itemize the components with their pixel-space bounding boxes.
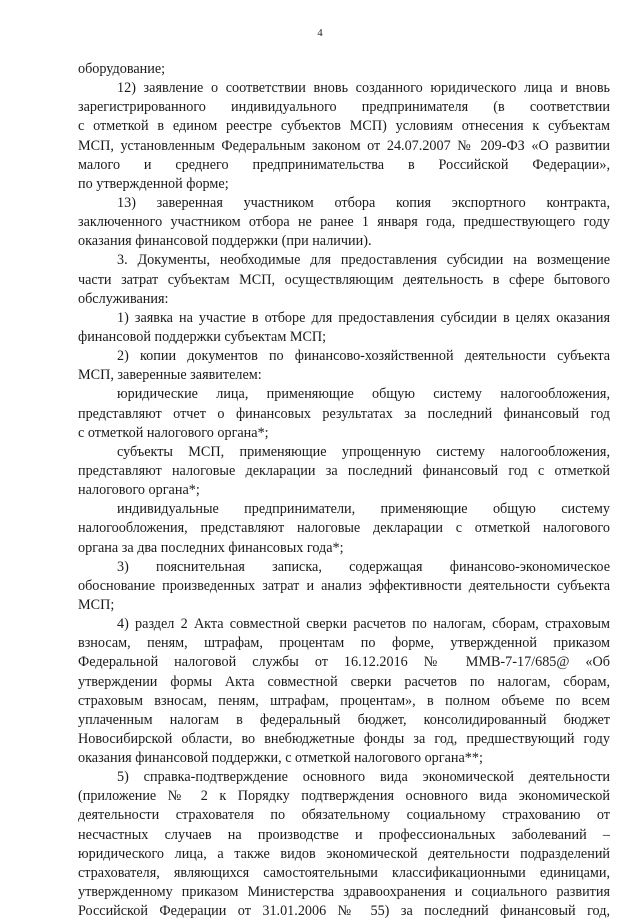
text-line: утверждении формы Акта совместной сверки расчетов по налогам, сборам, [78, 673, 610, 690]
text-line: обслуживания: [78, 290, 169, 307]
text-line: Федеральной налоговой службы от 16.12.2016 № ММВ-7-17/685@ «Об [78, 654, 610, 671]
text-line: юридические лица, применяющие общую систему налогообложения, [117, 386, 610, 403]
text-line: Российской Федерации от 31.01.2006 № 55) за последний финансовый год, [78, 903, 610, 920]
text-line: 1) заявка на участие в отборе для предоставления субсидии в целях оказания [117, 309, 610, 326]
text-line: зарегистрированного индивидуального предпринимателя (в соответствии [78, 99, 610, 116]
text-line: субъекты МСП, применяющие упрощенную систему налогообложения, [117, 443, 610, 460]
text-line: несчастных случаев на производстве и профессиональных заболеваний – [78, 826, 610, 843]
text-line: обоснование произведенных затрат и анализ эффективности деятельности субъекта [78, 577, 610, 594]
text-line: 3. Документы, необходимые для предоставления субсидии на возмещение [117, 252, 610, 269]
text-line: оказания финансовой поддержки (при наличии). [78, 233, 372, 250]
text-line: по утвержденной форме; [78, 175, 229, 192]
text-line: (приложение № 2 к Порядку подтверждения основного вида экономической [78, 788, 610, 805]
text-line: органа за два последних финансовых года*; [78, 539, 344, 556]
text-line: части затрат субъектам МСП, осуществляющим деятельность в сфере бытового [78, 271, 610, 288]
text-line: индивидуальные предприниматели, применяющие общую систему [117, 501, 610, 518]
page-number: 4 [317, 28, 323, 39]
text-line: 5) справка-подтверждение основного вида экономической деятельности [117, 769, 610, 786]
document-body [78, 60, 610, 921]
text-line: представляют отчет о финансовых результатах за последний финансовый год [78, 405, 610, 422]
text-line: МСП, заверенные заявителем: [78, 367, 262, 384]
text-line: взносам, пеням, штрафам, процентам по форме, утвержденной приказом [78, 635, 610, 652]
text-line: страховым взносам, пеням, штрафам, процентам», в полном объеме по всем [78, 692, 610, 709]
text-line: налогообложения, представляют налоговые декларации с отметкой налогового [78, 520, 610, 537]
text-line: деятельности страхователя по обязательному социальному страхованию от [78, 807, 610, 824]
text-line: финансовой поддержки субъектам МСП; [78, 328, 327, 345]
text-line: представляют налоговые декларации за последний финансовый год с отметкой [78, 462, 610, 479]
text-line: утвержденному приказом Министерства здравоохранения и социального развития [78, 884, 610, 901]
text-line: 13) заверенная участником отбора копия экспортного контракта, [117, 194, 610, 211]
text-line: заключенного участником отбора не ранее 1 января года, предшествующего году [78, 214, 610, 231]
text-line: МСП, установленным Федеральным законом от 24.07.2007 № 209-ФЗ «О развитии [78, 137, 610, 154]
text-line: малого и среднего предпринимательства в Российской Федерации», [78, 156, 610, 173]
text-line: уплаченным налогам в федеральный бюджет, консолидированный бюджет [78, 711, 610, 728]
text-line: налогового органа*; [78, 482, 200, 499]
text-line: 12) заявление о соответствии вновь созданного юридического лица и вновь [117, 80, 610, 97]
text-line: оказания финансовой поддержки, с отметкой налогового органа**; [78, 750, 483, 767]
text-line: с отметкой налогового органа*; [78, 424, 269, 441]
text-line: 3) пояснительная записка, содержащая финансово-экономическое [117, 558, 610, 575]
text-line: с отметкой в едином реестре субъектов МСП) условиям отнесения к субъектам [78, 118, 610, 135]
text-line: 4) раздел 2 Акта совместной сверки расчетов по налогам, сборам, страховым [117, 616, 610, 633]
text-line: 2) копии документов по финансово-хозяйственной деятельности субъекта [117, 348, 610, 365]
text-line: юридического лица, а также видов экономической деятельности подразделений [78, 845, 610, 862]
text-line: Новосибирской области, во внебюджетные фонды за год, предшествующий году [78, 730, 610, 747]
text-line: МСП; [78, 596, 115, 613]
text-line: страхователя, являющихся самостоятельными классификационными единицами, [78, 864, 610, 881]
text-line: оборудование; [78, 61, 166, 77]
